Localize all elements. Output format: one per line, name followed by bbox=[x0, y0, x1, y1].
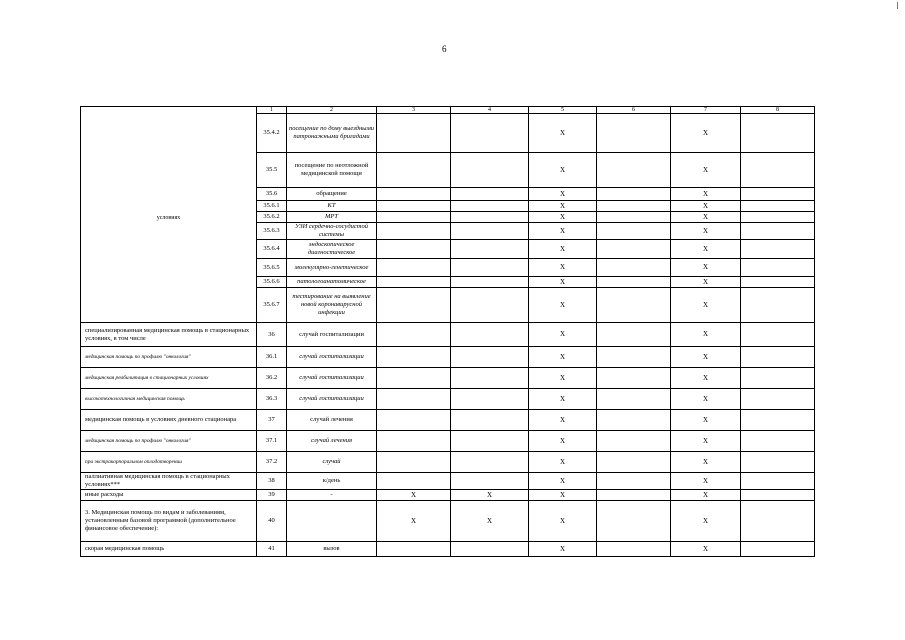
value-cell-c3 bbox=[377, 323, 451, 347]
row-number-cell: 39 bbox=[257, 490, 287, 501]
value-cell-c6 bbox=[597, 410, 671, 431]
unit-cell: обращение bbox=[287, 188, 377, 201]
value-cell-c3 bbox=[377, 201, 451, 212]
table-row bbox=[81, 501, 815, 542]
row-number-cell: 35.6.3 bbox=[257, 223, 287, 240]
value-cell-c6 bbox=[597, 153, 671, 188]
header-cell: 5 bbox=[529, 107, 597, 114]
value-cell-c3 bbox=[377, 188, 451, 201]
value-cell-c6 bbox=[597, 542, 671, 557]
value-cell-c4 bbox=[451, 288, 529, 323]
header-cell: 2 bbox=[287, 107, 377, 114]
unit-cell: - bbox=[287, 490, 377, 501]
value-cell-c5: X bbox=[529, 323, 597, 347]
value-cell-c6 bbox=[597, 347, 671, 368]
value-cell-c6 bbox=[597, 490, 671, 501]
row-number-cell: 38 bbox=[257, 473, 287, 490]
value-cell-c7: X bbox=[671, 431, 741, 452]
value-cell-c6 bbox=[597, 368, 671, 389]
value-cell-c3 bbox=[377, 542, 451, 557]
header-cell: 1 bbox=[257, 107, 287, 114]
value-cell-c6 bbox=[597, 452, 671, 473]
row-number-cell: 37.2 bbox=[257, 452, 287, 473]
row-name-cell: паллиативная медицинская помощь в стационарных условиях*** bbox=[81, 473, 257, 490]
value-cell-c5: X bbox=[529, 347, 597, 368]
unit-cell: МРТ bbox=[287, 212, 377, 223]
value-cell-c6 bbox=[597, 431, 671, 452]
table-row bbox=[81, 542, 815, 557]
row-name-cell: при экстракорпоральном оплодотворении bbox=[81, 452, 257, 473]
unit-cell: вызов bbox=[287, 542, 377, 557]
value-cell-c7: X bbox=[671, 201, 741, 212]
value-cell-c8 bbox=[741, 153, 815, 188]
value-cell-c7: X bbox=[671, 259, 741, 277]
value-cell-c7: X bbox=[671, 347, 741, 368]
value-cell-c7: X bbox=[671, 490, 741, 501]
row-number-cell: 36.3 bbox=[257, 389, 287, 410]
value-cell-c8 bbox=[741, 288, 815, 323]
table-row bbox=[81, 389, 815, 410]
unit-cell: случай госпитализации bbox=[287, 323, 377, 347]
table-row bbox=[81, 368, 815, 389]
value-cell-c4 bbox=[451, 389, 529, 410]
row-number-cell: 35.4.2 bbox=[257, 114, 287, 153]
value-cell-c6 bbox=[597, 323, 671, 347]
value-cell-c5: X bbox=[529, 201, 597, 212]
unit-cell: посещение по неотложной медицинской помощи bbox=[287, 153, 377, 188]
header-cell: 3 bbox=[377, 107, 451, 114]
header-cell: 4 bbox=[451, 107, 529, 114]
row-name-cell: скорая медицинская помощь bbox=[81, 542, 257, 557]
value-cell-c4 bbox=[451, 323, 529, 347]
value-cell-c5: X bbox=[529, 212, 597, 223]
value-cell-c4: X bbox=[451, 501, 529, 542]
value-cell-c8 bbox=[741, 223, 815, 240]
value-cell-c8 bbox=[741, 490, 815, 501]
value-cell-c4 bbox=[451, 473, 529, 490]
value-cell-c5: X bbox=[529, 368, 597, 389]
data-table bbox=[80, 106, 815, 557]
row-number-cell: 36 bbox=[257, 323, 287, 347]
value-cell-c5: X bbox=[529, 542, 597, 557]
value-cell-c5: X bbox=[529, 153, 597, 188]
value-cell-c8 bbox=[741, 259, 815, 277]
value-cell-c4 bbox=[451, 188, 529, 201]
unit-cell: случай лечения bbox=[287, 431, 377, 452]
value-cell-c6 bbox=[597, 223, 671, 240]
group-label: условиях bbox=[156, 214, 181, 221]
value-cell-c7: X bbox=[671, 473, 741, 490]
value-cell-c5: X bbox=[529, 473, 597, 490]
row-number-cell: 36.2 bbox=[257, 368, 287, 389]
unit-cell: УЗИ сердечно-сосудистой системы bbox=[287, 223, 377, 240]
value-cell-c6 bbox=[597, 188, 671, 201]
value-cell-c7: X bbox=[671, 240, 741, 259]
value-cell-c3 bbox=[377, 240, 451, 259]
table-body bbox=[81, 107, 815, 557]
value-cell-c3 bbox=[377, 431, 451, 452]
value-cell-c5: X bbox=[529, 288, 597, 323]
value-cell-c5: X bbox=[529, 259, 597, 277]
value-cell-c7: X bbox=[671, 452, 741, 473]
table-row bbox=[81, 323, 815, 347]
row-number-cell: 35.6.4 bbox=[257, 240, 287, 259]
row-name-cell: медицинская реабилитация в стационарных условиях bbox=[81, 368, 257, 389]
value-cell-c3: X bbox=[377, 501, 451, 542]
row-number-cell: 35.6.7 bbox=[257, 288, 287, 323]
row-number-cell: 35.6.2 bbox=[257, 212, 287, 223]
value-cell-c7: X bbox=[671, 277, 741, 288]
row-number-cell: 35.6.6 bbox=[257, 277, 287, 288]
page-number: 6 bbox=[442, 44, 447, 54]
value-cell-c8 bbox=[741, 501, 815, 542]
value-cell-c3 bbox=[377, 347, 451, 368]
value-cell-c4 bbox=[451, 212, 529, 223]
row-name-cell: иные расходы bbox=[81, 490, 257, 501]
value-cell-c5: X bbox=[529, 223, 597, 240]
table-row bbox=[81, 431, 815, 452]
value-cell-c8 bbox=[741, 114, 815, 153]
header-row bbox=[81, 107, 815, 114]
unit-cell: случай госпитализации bbox=[287, 368, 377, 389]
header-cell: 8 bbox=[741, 107, 815, 114]
value-cell-c7: X bbox=[671, 323, 741, 347]
value-cell-c8 bbox=[741, 542, 815, 557]
header-cell: 6 bbox=[597, 107, 671, 114]
value-cell-c3 bbox=[377, 389, 451, 410]
value-cell-c6 bbox=[597, 288, 671, 323]
unit-cell: случай госпитализации bbox=[287, 347, 377, 368]
unit-cell: КТ bbox=[287, 201, 377, 212]
value-cell-c7: X bbox=[671, 188, 741, 201]
value-cell-c5: X bbox=[529, 188, 597, 201]
row-name-cell: медицинская помощь в условиях дневного стационара bbox=[81, 410, 257, 431]
row-number-cell: 37 bbox=[257, 410, 287, 431]
value-cell-c8 bbox=[741, 323, 815, 347]
unit-cell: посещение по дому выездными патронажными бригадами bbox=[287, 114, 377, 153]
row-name-cell: высокотехнологичная медицинская помощь bbox=[81, 389, 257, 410]
value-cell-c6 bbox=[597, 201, 671, 212]
value-cell-c5: X bbox=[529, 410, 597, 431]
value-cell-c5: X bbox=[529, 501, 597, 542]
value-cell-c3 bbox=[377, 473, 451, 490]
value-cell-c6 bbox=[597, 240, 671, 259]
value-cell-c8 bbox=[741, 188, 815, 201]
value-cell-c3 bbox=[377, 259, 451, 277]
value-cell-c3 bbox=[377, 277, 451, 288]
unit-cell: случай лечения bbox=[287, 410, 377, 431]
row-number-cell: 35.6 bbox=[257, 188, 287, 201]
value-cell-c3 bbox=[377, 114, 451, 153]
value-cell-c7: X bbox=[671, 153, 741, 188]
unit-cell: эндоскопическое диагностическое bbox=[287, 240, 377, 259]
row-name-cell: 3. Медицинская помощь по видам и заболеваниям, установленным базовой программой (дополнительное финансовое обеспечение): bbox=[81, 501, 257, 542]
table-row bbox=[81, 347, 815, 368]
value-cell-c4 bbox=[451, 240, 529, 259]
value-cell-c4 bbox=[451, 259, 529, 277]
table-row bbox=[81, 452, 815, 473]
value-cell-c4 bbox=[451, 223, 529, 240]
value-cell-c8 bbox=[741, 452, 815, 473]
value-cell-c5: X bbox=[529, 490, 597, 501]
unit-cell: случай bbox=[287, 452, 377, 473]
value-cell-c7: X bbox=[671, 114, 741, 153]
value-cell-c7: X bbox=[671, 368, 741, 389]
value-cell-c4 bbox=[451, 431, 529, 452]
unit-cell: тестирование на выявление новой коронавирусной инфекции bbox=[287, 288, 377, 323]
value-cell-c6 bbox=[597, 473, 671, 490]
row-name-cell: медицинская помощь по профилю "онкология" bbox=[81, 347, 257, 368]
row-number-cell: 41 bbox=[257, 542, 287, 557]
table-row bbox=[81, 473, 815, 490]
value-cell-c5: X bbox=[529, 277, 597, 288]
value-cell-c8 bbox=[741, 389, 815, 410]
value-cell-c4 bbox=[451, 410, 529, 431]
value-cell-c4 bbox=[451, 347, 529, 368]
value-cell-c4 bbox=[451, 452, 529, 473]
header-cell: 7 bbox=[671, 107, 741, 114]
value-cell-c6 bbox=[597, 277, 671, 288]
value-cell-c4 bbox=[451, 542, 529, 557]
value-cell-c5: X bbox=[529, 452, 597, 473]
value-cell-c6 bbox=[597, 114, 671, 153]
value-cell-c7: X bbox=[671, 212, 741, 223]
row-number-cell: 35.6.5 bbox=[257, 259, 287, 277]
value-cell-c6 bbox=[597, 389, 671, 410]
value-cell-c3 bbox=[377, 288, 451, 323]
value-cell-c5: X bbox=[529, 114, 597, 153]
unit-cell: к/день bbox=[287, 473, 377, 490]
value-cell-c8 bbox=[741, 240, 815, 259]
value-cell-c3 bbox=[377, 212, 451, 223]
row-number-cell: 35.6.1 bbox=[257, 201, 287, 212]
value-cell-c3 bbox=[377, 153, 451, 188]
row-name-cell: медицинская помощь по профилю "онкология" bbox=[81, 431, 257, 452]
value-cell-c5: X bbox=[529, 431, 597, 452]
value-cell-c7: X bbox=[671, 410, 741, 431]
value-cell-c7: X bbox=[671, 542, 741, 557]
value-cell-c5: X bbox=[529, 389, 597, 410]
unit-cell: молекулярно-генетическое bbox=[287, 259, 377, 277]
row-number-cell: 40 bbox=[257, 501, 287, 542]
group-label-cell bbox=[81, 107, 257, 323]
value-cell-c7: X bbox=[671, 288, 741, 323]
value-cell-c4: X bbox=[451, 490, 529, 501]
value-cell-c3 bbox=[377, 368, 451, 389]
unit-cell: патологоанатомическое bbox=[287, 277, 377, 288]
value-cell-c4 bbox=[451, 153, 529, 188]
value-cell-c8 bbox=[741, 212, 815, 223]
value-cell-c8 bbox=[741, 473, 815, 490]
row-number-cell: 35.5 bbox=[257, 153, 287, 188]
value-cell-c5: X bbox=[529, 240, 597, 259]
row-number-cell: 36.1 bbox=[257, 347, 287, 368]
value-cell-c7: X bbox=[671, 223, 741, 240]
value-cell-c3 bbox=[377, 452, 451, 473]
table-row bbox=[81, 490, 815, 501]
value-cell-c4 bbox=[451, 368, 529, 389]
value-cell-c8 bbox=[741, 431, 815, 452]
value-cell-c6 bbox=[597, 212, 671, 223]
value-cell-c3 bbox=[377, 410, 451, 431]
value-cell-c8 bbox=[741, 410, 815, 431]
value-cell-c4 bbox=[451, 277, 529, 288]
value-cell-c7: X bbox=[671, 389, 741, 410]
value-cell-c8 bbox=[741, 201, 815, 212]
value-cell-c7: X bbox=[671, 501, 741, 542]
value-cell-c8 bbox=[741, 368, 815, 389]
value-cell-c4 bbox=[451, 114, 529, 153]
value-cell-c8 bbox=[741, 347, 815, 368]
unit-cell: случай госпитализации bbox=[287, 389, 377, 410]
value-cell-c8 bbox=[741, 277, 815, 288]
value-cell-c4 bbox=[451, 201, 529, 212]
unit-cell bbox=[287, 501, 377, 542]
value-cell-c3: X bbox=[377, 490, 451, 501]
value-cell-c6 bbox=[597, 501, 671, 542]
value-cell-c6 bbox=[597, 259, 671, 277]
value-cell-c3 bbox=[377, 223, 451, 240]
scan-edge-mark bbox=[897, 2, 898, 9]
row-name-cell: специализированная медицинская помощь в стационарных условиях, в том числе bbox=[81, 323, 257, 347]
row-number-cell: 37.1 bbox=[257, 431, 287, 452]
table-row bbox=[81, 410, 815, 431]
